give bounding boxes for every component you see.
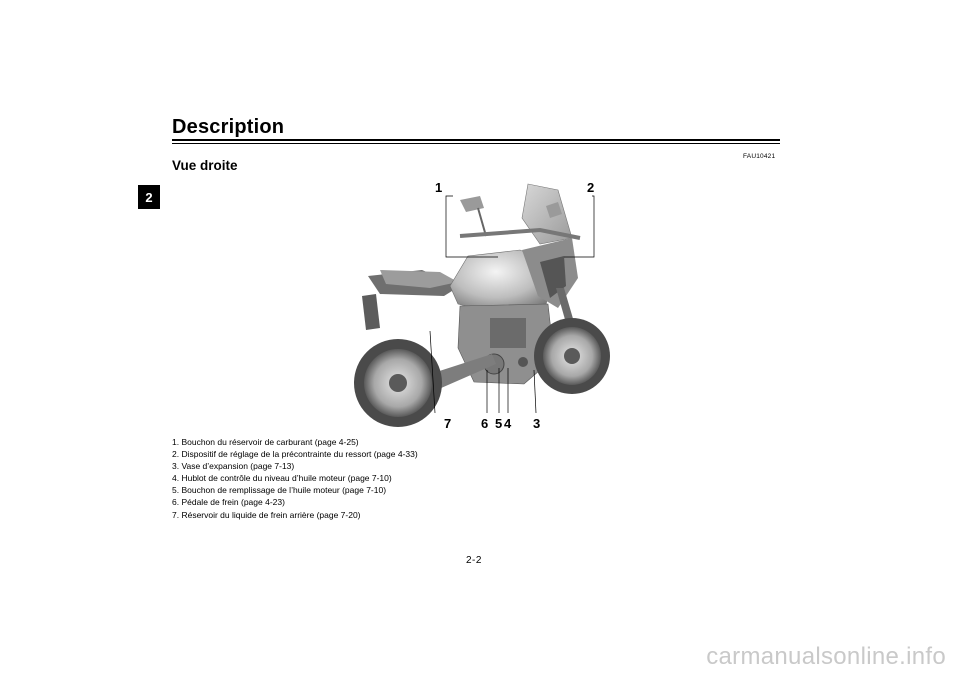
parts-legend bbox=[172, 436, 418, 521]
chapter-tab: 2 bbox=[138, 185, 160, 209]
title-rule bbox=[172, 139, 780, 141]
title-rule-thin bbox=[172, 143, 780, 144]
legend-item: 5. Bouchon de remplissage de l’huile moteur (page 7-10) bbox=[172, 485, 387, 496]
legend-item: 3. Vase d’expansion (page 7-13) bbox=[172, 461, 295, 472]
doc-code: FAU10421 bbox=[743, 153, 776, 160]
callout-5: 5 bbox=[495, 416, 503, 431]
callout-1: 1 bbox=[435, 180, 443, 195]
callout-6: 6 bbox=[481, 416, 489, 431]
callout-4: 4 bbox=[504, 416, 512, 431]
legend-item: 2. Dispositif de réglage de la précontrainte du ressort (page 4-33) bbox=[172, 449, 418, 460]
page-number: 2-2 bbox=[466, 555, 482, 566]
motorcycle-illustration bbox=[340, 178, 620, 433]
callout-2: 2 bbox=[587, 180, 595, 195]
legend-item: 6. Pédale de frein (page 4-23) bbox=[172, 497, 285, 508]
legend-item: 4. Hublot de contrôle du niveau d’huile moteur (page 7-10) bbox=[172, 473, 392, 484]
callout-7: 7 bbox=[444, 416, 452, 431]
callout-3: 3 bbox=[533, 416, 541, 431]
page-title: Description bbox=[172, 116, 285, 138]
watermark: carmanualsonline.info bbox=[706, 643, 946, 670]
legend-item: 7. Réservoir du liquide de frein arrière (page 7-20) bbox=[172, 509, 361, 520]
section-title: Vue droite bbox=[172, 158, 238, 173]
legend-item: 1. Bouchon du réservoir de carburant (page 4-25) bbox=[172, 437, 359, 447]
